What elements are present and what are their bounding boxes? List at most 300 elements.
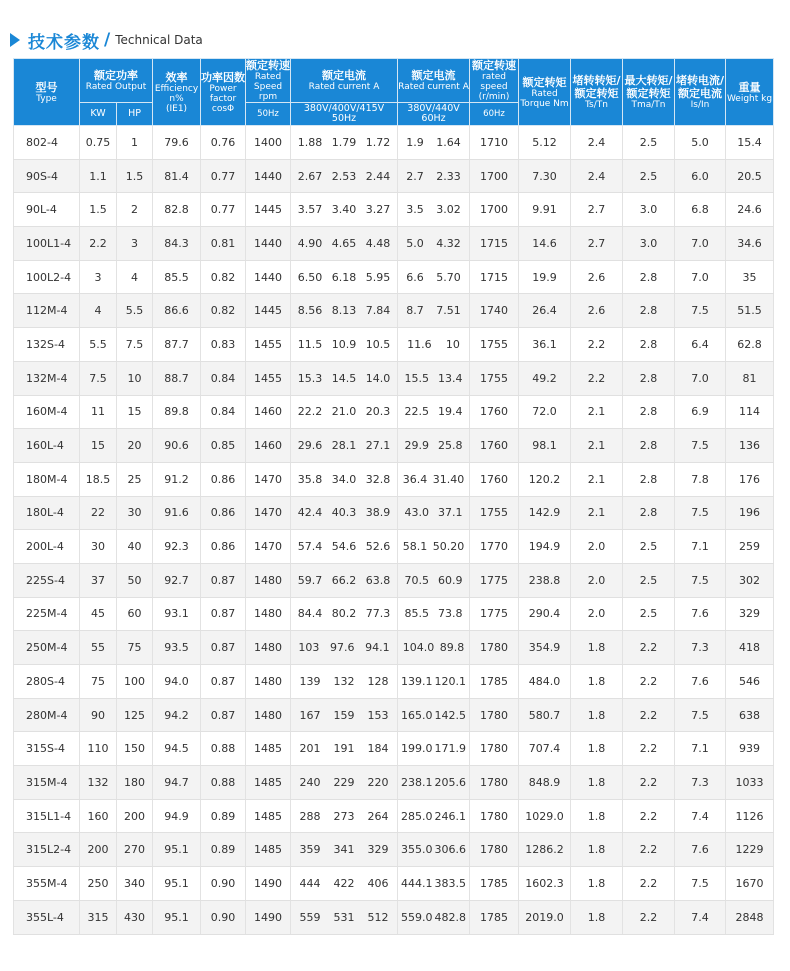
cell-torque: 49.2 [519,361,571,395]
cell-locked-torque-ratio: 2.1 [571,395,623,429]
cell-locked-current-ratio: 7.1 [675,530,726,564]
current-60-value: 3.02 [436,203,461,217]
cell-current-50 [291,260,398,294]
cell-efficiency: 95.1 [153,867,201,901]
table-row [14,193,774,227]
current-50-value: 240 [299,775,321,789]
cell-max-torque-ratio: 2.2 [623,665,675,699]
cell-weight: 1033 [726,766,774,800]
cell-speed-60: 1760 [470,429,519,463]
cell-torque: 142.9 [519,496,571,530]
cell-hp: 2 [117,193,153,227]
cell-current-50 [291,462,398,496]
cell-efficiency: 94.7 [153,766,201,800]
current-50-value: 15.3 [297,371,323,385]
current-50-value: 14.5 [331,371,357,385]
cell-locked-current-ratio: 7.6 [675,833,726,867]
cell-torque: 194.9 [519,530,571,564]
cell-hp: 20 [117,429,153,463]
cell-weight: 302 [726,563,774,597]
cell-type: 100L2-4 [14,260,80,294]
cell-type: 100L1-4 [14,227,80,261]
cell-hp: 5.5 [117,294,153,328]
current-50-value: 406 [367,876,389,890]
current-50-value: 20.3 [365,405,391,419]
cell-speed-60: 1780 [470,732,519,766]
cell-kw: 0.75 [80,126,117,160]
cell-current-50 [291,361,398,395]
current-50-value: 59.7 [297,573,323,587]
current-50-value: 7.84 [365,304,391,318]
cell-speed-50: 1470 [246,530,291,564]
cell-max-torque-ratio: 2.8 [623,361,675,395]
header-rated-torque: 额定转矩 Rated Torque Nm [519,59,571,126]
technical-data-table [13,58,774,935]
cell-locked-torque-ratio: 2.4 [571,126,623,160]
cell-speed-60: 1715 [470,260,519,294]
cell-efficiency: 88.7 [153,361,201,395]
cell-speed-60: 1755 [470,361,519,395]
header-voltage-50: 380V/400V/415V 50Hz [291,103,398,126]
table-row [14,462,774,496]
cell-type: 112M-4 [14,294,80,328]
current-60-value: 482.8 [434,910,467,924]
current-60-value: 13.4 [438,371,463,385]
cell-weight: 259 [726,530,774,564]
current-50-value: 8.13 [331,304,357,318]
cell-power-factor: 0.87 [201,665,246,699]
cell-speed-50: 1460 [246,429,291,463]
table-row [14,260,774,294]
cell-locked-current-ratio: 7.0 [675,260,726,294]
title-english: Technical Data [115,33,203,47]
cell-speed-50: 1485 [246,732,291,766]
current-60-value: 15.5 [404,371,430,385]
cell-type: 180M-4 [14,462,80,496]
cell-speed-50: 1485 [246,766,291,800]
cell-locked-current-ratio: 7.4 [675,900,726,934]
current-50-value: 34.0 [331,472,357,486]
cell-speed-60: 1755 [470,328,519,362]
cell-weight: 418 [726,631,774,665]
cell-weight: 1670 [726,867,774,901]
cell-kw: 1.5 [80,193,117,227]
current-50-value: 229 [333,775,355,789]
cell-efficiency: 95.1 [153,833,201,867]
cell-current-50 [291,631,398,665]
cell-hp: 150 [117,732,153,766]
current-60-value: 19.4 [438,405,463,419]
table-row [14,766,774,800]
cell-locked-current-ratio: 7.8 [675,462,726,496]
cell-kw: 45 [80,597,117,631]
current-50-value: 63.8 [365,573,391,587]
header-type: 型号 Type [14,59,80,126]
cell-speed-60: 1710 [470,126,519,160]
table-body [14,126,774,935]
current-50-value: 77.3 [365,607,391,621]
cell-kw: 160 [80,799,117,833]
cell-hp: 50 [117,563,153,597]
table-row [14,294,774,328]
current-50-value: 84.4 [297,607,323,621]
current-60-value: 238.1 [401,775,433,789]
cell-kw: 15 [80,429,117,463]
cell-locked-torque-ratio: 2.0 [571,597,623,631]
title-chinese: 技术参数 [28,32,100,53]
table-row [14,395,774,429]
cell-type: 315L2-4 [14,833,80,867]
current-50-value: 6.18 [331,270,357,284]
current-60-value: 25.8 [438,439,463,453]
cell-torque: 1602.3 [519,867,571,901]
cell-locked-torque-ratio: 2.2 [571,361,623,395]
current-50-value: 191 [333,742,355,756]
cell-locked-current-ratio: 7.3 [675,766,726,800]
cell-kw: 55 [80,631,117,665]
current-60-value: 199.0 [401,742,433,756]
cell-type: 250M-4 [14,631,80,665]
cell-current-50 [291,496,398,530]
current-50-value: 531 [333,910,355,924]
cell-locked-torque-ratio: 2.2 [571,328,623,362]
current-60-value: 383.5 [434,876,467,890]
cell-type: 315S-4 [14,732,80,766]
cell-current-60 [398,496,470,530]
cell-speed-50: 1485 [246,833,291,867]
cell-current-50 [291,732,398,766]
cell-type: 225S-4 [14,563,80,597]
current-50-value: 159 [333,708,355,722]
header-power-factor: 功率因数 Power factor cosΦ [201,59,246,126]
cell-current-50 [291,429,398,463]
current-50-value: 94.1 [365,641,390,655]
current-60-value: 165.0 [401,708,433,722]
current-60-value: 444.1 [401,876,433,890]
cell-speed-60: 1740 [470,294,519,328]
current-60-value: 2.33 [436,169,461,183]
header-hp: HP [117,103,153,126]
current-50-value: 35.8 [297,472,323,486]
cell-speed-50: 1480 [246,597,291,631]
cell-efficiency: 79.6 [153,126,201,160]
cell-locked-current-ratio: 7.0 [675,227,726,261]
cell-type: 355L-4 [14,900,80,934]
cell-max-torque-ratio: 2.2 [623,766,675,800]
current-50-value: 38.9 [365,506,391,520]
current-60-value: 58.1 [402,540,428,554]
cell-locked-torque-ratio: 1.8 [571,665,623,699]
cell-power-factor: 0.76 [201,126,246,160]
cell-power-factor: 0.85 [201,429,246,463]
cell-locked-current-ratio: 6.0 [675,159,726,193]
current-50-value: 22.2 [297,405,323,419]
cell-efficiency: 94.9 [153,799,201,833]
cell-torque: 848.9 [519,766,571,800]
cell-hp: 3 [117,227,153,261]
cell-current-60 [398,766,470,800]
cell-current-50 [291,665,398,699]
current-50-value: 54.6 [331,540,357,554]
cell-power-factor: 0.83 [201,328,246,362]
cell-current-50 [291,294,398,328]
current-50-value: 1.72 [365,135,391,149]
cell-weight: 81 [726,361,774,395]
current-60-value: 246.1 [434,809,467,823]
cell-weight: 34.6 [726,227,774,261]
cell-type: 200L-4 [14,530,80,564]
cell-speed-60: 1785 [470,665,519,699]
current-60-value: 36.4 [402,472,428,486]
header-rated-current-50: 额定电流 Rated current A [291,59,398,103]
cell-current-60 [398,193,470,227]
cell-locked-current-ratio: 6.4 [675,328,726,362]
current-50-value: 3.27 [365,203,391,217]
cell-type: 132M-4 [14,361,80,395]
cell-current-60 [398,462,470,496]
cell-speed-50: 1440 [246,159,291,193]
current-50-value: 4.65 [331,236,357,250]
cell-torque: 580.7 [519,698,571,732]
cell-weight: 638 [726,698,774,732]
cell-speed-50: 1480 [246,698,291,732]
current-60-value: 8.7 [406,304,424,318]
cell-power-factor: 0.82 [201,294,246,328]
cell-speed-50: 1440 [246,227,291,261]
cell-kw: 7.5 [80,361,117,395]
cell-kw: 30 [80,530,117,564]
cell-max-torque-ratio: 2.5 [623,126,675,160]
current-60-value: 142.5 [434,708,467,722]
cell-type: 280S-4 [14,665,80,699]
cell-locked-torque-ratio: 2.7 [571,193,623,227]
cell-max-torque-ratio: 2.8 [623,328,675,362]
cell-locked-current-ratio: 7.1 [675,732,726,766]
cell-current-50 [291,799,398,833]
cell-power-factor: 0.86 [201,530,246,564]
cell-efficiency: 85.5 [153,260,201,294]
cell-type: 132S-4 [14,328,80,362]
cell-max-torque-ratio: 2.2 [623,900,675,934]
cell-efficiency: 82.8 [153,193,201,227]
cell-weight: 1229 [726,833,774,867]
cell-locked-torque-ratio: 2.0 [571,530,623,564]
cell-locked-torque-ratio: 1.8 [571,631,623,665]
cell-power-factor: 0.82 [201,260,246,294]
cell-speed-60: 1775 [470,597,519,631]
cell-efficiency: 92.7 [153,563,201,597]
cell-max-torque-ratio: 2.2 [623,833,675,867]
current-60-value: 50.20 [432,540,465,554]
header-locked-current: 堵转电流/额定电流 Is/In [675,59,726,126]
table-row [14,631,774,665]
cell-current-50 [291,900,398,934]
cell-weight: 939 [726,732,774,766]
cell-efficiency: 92.3 [153,530,201,564]
cell-max-torque-ratio: 2.2 [623,799,675,833]
cell-power-factor: 0.77 [201,159,246,193]
current-50-value: 11.5 [297,337,323,351]
cell-hp: 1.5 [117,159,153,193]
cell-kw: 2.2 [80,227,117,261]
current-60-value: 89.8 [439,641,465,655]
cell-locked-current-ratio: 6.8 [675,193,726,227]
cell-locked-current-ratio: 7.5 [675,294,726,328]
cell-type: 355M-4 [14,867,80,901]
current-50-value: 1.79 [331,135,357,149]
cell-max-torque-ratio: 2.5 [623,159,675,193]
cell-current-60 [398,126,470,160]
cell-torque: 9.91 [519,193,571,227]
cell-efficiency: 95.1 [153,900,201,934]
cell-locked-torque-ratio: 2.7 [571,227,623,261]
table-row [14,799,774,833]
current-60-value: 139.1 [401,674,433,688]
cell-kw: 90 [80,698,117,732]
cell-weight: 546 [726,665,774,699]
cell-speed-50: 1470 [246,462,291,496]
current-50-value: 3.57 [297,203,323,217]
cell-current-50 [291,766,398,800]
cell-max-torque-ratio: 2.2 [623,631,675,665]
current-50-value: 264 [367,809,389,823]
cell-current-50 [291,193,398,227]
current-50-value: 288 [299,809,321,823]
cell-max-torque-ratio: 2.8 [623,260,675,294]
current-60-value: 2.7 [406,169,424,183]
current-50-value: 6.50 [297,270,323,284]
cell-speed-60: 1785 [470,900,519,934]
current-60-value: 3.5 [406,203,424,217]
cell-kw: 250 [80,867,117,901]
cell-hp: 1 [117,126,153,160]
current-60-value: 1.9 [406,135,424,149]
cell-weight: 176 [726,462,774,496]
current-50-value: 201 [299,742,321,756]
current-60-value: 171.9 [434,742,467,756]
cell-torque: 354.9 [519,631,571,665]
cell-efficiency: 93.5 [153,631,201,665]
cell-efficiency: 91.2 [153,462,201,496]
cell-weight: 24.6 [726,193,774,227]
cell-speed-60: 1780 [470,698,519,732]
cell-current-60 [398,867,470,901]
table-row [14,732,774,766]
current-50-value: 512 [367,910,389,924]
cell-locked-current-ratio: 6.9 [675,395,726,429]
current-60-value: 306.6 [434,843,467,857]
cell-power-factor: 0.89 [201,833,246,867]
current-50-value: 359 [299,843,321,857]
cell-hp: 200 [117,799,153,833]
cell-speed-60: 1755 [470,496,519,530]
cell-speed-50: 1460 [246,395,291,429]
current-50-value: 8.56 [297,304,323,318]
cell-current-50 [291,328,398,362]
cell-current-60 [398,227,470,261]
current-60-value: 120.1 [434,674,467,688]
cell-locked-torque-ratio: 2.4 [571,159,623,193]
current-60-value: 6.6 [406,270,424,284]
cell-speed-50: 1470 [246,496,291,530]
cell-power-factor: 0.88 [201,732,246,766]
cell-weight: 20.5 [726,159,774,193]
cell-current-50 [291,227,398,261]
cell-locked-torque-ratio: 1.8 [571,867,623,901]
cell-speed-60: 1700 [470,159,519,193]
current-50-value: 4.48 [365,236,391,250]
header-rated-output: 额定功率 Rated Output [80,59,153,103]
cell-type: 90S-4 [14,159,80,193]
cell-power-factor: 0.88 [201,766,246,800]
cell-efficiency: 84.3 [153,227,201,261]
cell-power-factor: 0.87 [201,631,246,665]
cell-power-factor: 0.89 [201,799,246,833]
cell-current-60 [398,563,470,597]
table-row [14,159,774,193]
cell-locked-torque-ratio: 1.8 [571,833,623,867]
cell-current-60 [398,698,470,732]
current-50-value: 21.0 [331,405,357,419]
cell-locked-torque-ratio: 1.8 [571,698,623,732]
header-hz-50: 50Hz [246,103,291,126]
cell-locked-current-ratio: 7.5 [675,563,726,597]
cell-speed-50: 1455 [246,328,291,362]
cell-speed-50: 1400 [246,126,291,160]
table-row [14,361,774,395]
cell-kw: 110 [80,732,117,766]
cell-hp: 25 [117,462,153,496]
cell-current-60 [398,395,470,429]
cell-max-torque-ratio: 2.8 [623,496,675,530]
cell-max-torque-ratio: 3.0 [623,193,675,227]
cell-speed-50: 1490 [246,900,291,934]
table-row [14,328,774,362]
cell-kw: 4 [80,294,117,328]
cell-weight: 196 [726,496,774,530]
cell-weight: 2848 [726,900,774,934]
cell-speed-50: 1455 [246,361,291,395]
cell-speed-50: 1490 [246,867,291,901]
cell-efficiency: 94.0 [153,665,201,699]
cell-locked-current-ratio: 7.5 [675,698,726,732]
cell-speed-60: 1785 [470,867,519,901]
current-50-value: 97.6 [330,641,355,655]
cell-torque: 19.9 [519,260,571,294]
cell-current-60 [398,429,470,463]
cell-torque: 26.4 [519,294,571,328]
cell-torque: 120.2 [519,462,571,496]
play-arrow-icon [10,33,20,47]
cell-max-torque-ratio: 2.5 [623,563,675,597]
cell-locked-torque-ratio: 1.8 [571,732,623,766]
cell-current-50 [291,530,398,564]
cell-current-60 [398,631,470,665]
cell-speed-60: 1775 [470,563,519,597]
cell-locked-torque-ratio: 2.1 [571,496,623,530]
cell-locked-torque-ratio: 2.1 [571,429,623,463]
current-50-value: 3.40 [331,203,357,217]
current-60-value: 7.51 [436,304,461,318]
cell-speed-60: 1715 [470,227,519,261]
cell-current-60 [398,597,470,631]
current-60-value: 205.6 [434,775,467,789]
cell-type: 225M-4 [14,597,80,631]
header-hz-60: 60Hz [470,103,519,126]
header-max-torque: 最大转矩/额定转矩 Tma/Tn [623,59,675,126]
current-50-value: 2.67 [297,169,323,183]
cell-hp: 430 [117,900,153,934]
